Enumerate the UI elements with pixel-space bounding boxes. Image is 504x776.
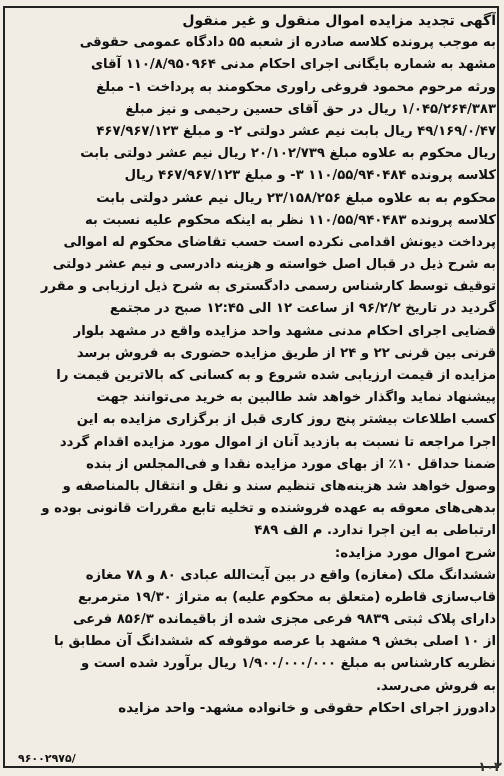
notice-text-line: ۴۹/۱۶۹/۰/۴۷ ریال بابت نیم عشر دولتی ۲- و مبلغ ۴۶۷/۹۶۷/۱۲۳	[96, 123, 496, 139]
notice-text-line: کسب اطلاعات بیشتر پنج روز کاری قبل از برگزاری مزایده به این	[76, 412, 496, 428]
notice-text-line: پرداخت دیونش اقدامی نکرده است حسب تقاضای محکوم له اموالی	[63, 234, 496, 250]
notice-text-line: به شرح ذیل در قبال اصل خواسته و هزینه دادرسی و نیم عشر دولتی	[52, 257, 496, 273]
notice-text-line: اجرا مراجعه تا نسبت به بازدید آنان از اموال مورد مزایده اقدام گردد	[59, 434, 496, 450]
notice-text-line: به موجب پرونده کلاسه صادره از شعبه ۵۵ دادگاه عمومی حقوقی	[79, 35, 496, 51]
notice-text-line: گردید در تاریخ ۹۶/۲/۲ از ساعت ۱۲ الی ۱۲:۴۵ صبح در مجتمع	[109, 301, 496, 317]
issuer-signature: دادورز اجرای احکام حقوقی و خانواده مشهد- واحد مزایده	[118, 700, 496, 716]
notice-text-line: کلاسه پرونده ۱۱۰/۵۵/۹۴۰۴۸۳ نظر به اینکه محکوم علیه نسبت به	[84, 212, 496, 228]
property-text-line: قاب‌سازی قاطره (متعلق به محکوم علیه) به متراژ ۱۹/۳۰ مترمربع	[78, 589, 496, 605]
notice-text-line: توقیف توسط کارشناس رسمی دادگستری به شرح ذیل ارزیابی و مقرر	[40, 279, 496, 295]
notice-text-line: کلاسه پرونده ۱۱۰/۵۵/۹۴۰۴۸۴ ۳- و مبلغ ۴۶۷/۹۶۷/۱۲۳ ریال	[124, 168, 496, 184]
auction-notice-body	[6, 10, 496, 720]
corner-page-mark: ۱۰۲	[478, 760, 502, 775]
notice-text-line: پیشنهاد نماید واگذار خواهد شد طالبین به خرید می‌توانند جهت	[96, 390, 496, 406]
notice-text-line: مشهد به شماره بایگانی اجرای احکام مدنی ۱۱۰/۸/۹۵۰۹۶۴ آقای	[90, 57, 496, 73]
property-text-line: ششدانگ ملک (مغازه) واقع در بین آیت‌الله عبادی ۸۰ و ۷۸ مغازه	[85, 567, 496, 583]
notice-code: ۹۶۰۰۲۹۷۵/	[18, 752, 76, 765]
property-text-line: از ۱۰ اصلی بخش ۹ مشهد با عرصه موقوفه که ششدانگ آن مطابق با	[54, 634, 496, 650]
notice-text-line: بدهی‌های معوقه به عهده فروشنده و تخلیه تابع مقررات قانونی بوده و	[41, 501, 496, 517]
property-text-line: نظریه کارشناس به مبلغ ۱/۹۰۰/۰۰۰/۰۰۰ ریال برآورد شده است و	[80, 656, 496, 672]
property-text-line: به فروش می‌رسد.	[375, 678, 496, 694]
property-heading: شرح اموال مورد مزایده:	[334, 545, 496, 561]
notice-text-line: ارتباطی به این اجرا ندارد. م الف ۴۸۹	[254, 523, 496, 539]
notice-title: آگهی تجدید مزایده اموال منقول و غیر منقول	[182, 13, 496, 29]
notice-text-line: قرنی بین قرنی ۲۲ و ۲۴ از طریق مزایده حضوری به فروش برسد	[76, 345, 496, 361]
notice-text-line: ضمنا حداقل ۱۰٪ از بهای مورد مزایده نقدا و فی‌المجلس از بنده	[86, 456, 496, 472]
notice-text-line: محکوم به به علاوه مبلغ ۲۳/۱۵۸/۲۵۶ ریال نیم عشر دولتی بابت	[96, 190, 496, 206]
notice-text-line: ریال محکوم به علاوه مبلغ ۲۰/۱۰۲/۷۳۹ ریال نیم عشر دولتی بابت	[80, 146, 496, 162]
notice-text-line: قضایی اجرای احکام مدنی مشهد واحد مزایده واقع در مشهد بلوار	[73, 323, 496, 339]
property-text-line: دارای پلاک ثبتی ۹۸۳۹ فرعی مجزی شده از باقیمانده ۸۵۶/۳ فرعی	[72, 612, 496, 628]
notice-text-line: ۱/۰۴۵/۲۶۴/۳۸۳ ریال در حق آقای حسین رحیمی و نیز مبلغ	[125, 101, 496, 117]
notice-text-line: ورثه مرحوم محمود فروغی راوری محکومند به پرداخت ۱- مبلغ	[96, 79, 496, 95]
notice-text-line: وصول خواهد شد هزینه‌های تنظیم سند و نقل و انتقال بالمناصفه و	[62, 478, 496, 494]
notice-text-line: مزایده از قیمت ارزیابی شده شروع و به کسانی که بالاترین قیمت را	[56, 368, 496, 383]
